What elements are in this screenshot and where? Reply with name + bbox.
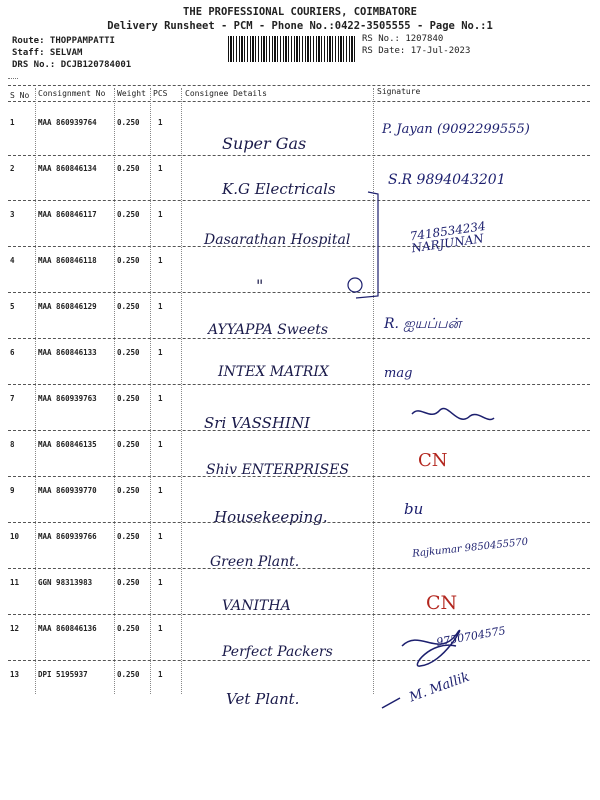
col-header-consignment: Consignment No (38, 89, 106, 98)
row-weight: 0.250 (117, 256, 140, 265)
row-sno: 10 (10, 532, 20, 541)
row-weight: 0.250 (117, 210, 140, 219)
drs-number: DRS No.: DCJB120784001 (12, 60, 132, 70)
row-sno: 13 (10, 670, 20, 679)
consignee-handwriting: Housekeeping. (214, 508, 328, 526)
row-sno: 1 (10, 118, 15, 127)
runsheet-title: Delivery Runsheet - PCM - Phone No.:0422-3505555 - Page No.:1 (107, 20, 493, 32)
row-pcs: 1 (158, 624, 163, 633)
row-weight: 0.250 (117, 348, 140, 357)
row-consignment: MAA 860939766 (38, 532, 97, 541)
consignee-handwriting: Super Gas (222, 134, 307, 153)
consignee-handwriting: " (256, 276, 264, 295)
signature-text: CN (418, 450, 448, 471)
row-consignment: MAA 860846135 (38, 440, 97, 449)
signature-text: S.R 9894043201 (388, 172, 506, 188)
signature-scribble (412, 408, 494, 419)
signature-arrow (382, 698, 400, 708)
row-sno: 8 (10, 440, 15, 449)
row-consignment: MAA 860846117 (38, 210, 97, 219)
row-weight: 0.250 (117, 670, 140, 679)
bracket-mark (356, 192, 378, 298)
row-sno: 11 (10, 578, 20, 587)
row-consignment: MAA 860939770 (38, 486, 97, 495)
col-header-signature: Signature (377, 87, 421, 96)
row-sno: 2 (10, 164, 15, 173)
row-consignment: MAA 860846136 (38, 624, 97, 633)
route-label: Route: THOPPAMPATTI (12, 36, 115, 46)
row-weight: 0.250 (117, 486, 140, 495)
row-weight: 0.250 (117, 532, 140, 541)
signature-text: 7418534234 NARJUNAN (408, 218, 487, 256)
row-weight: 0.250 (117, 302, 140, 311)
row-weight: 0.250 (117, 624, 140, 633)
consignee-handwriting: VANITHA (222, 598, 291, 614)
row-sno: 6 (10, 348, 15, 357)
row-weight: 0.250 (117, 394, 140, 403)
row-consignment: MAA 860939764 (38, 118, 97, 127)
row-weight: 0.250 (117, 440, 140, 449)
row-weight: 0.250 (117, 578, 140, 587)
row-consignment: MAA 860846118 (38, 256, 97, 265)
row-pcs: 1 (158, 164, 163, 173)
consignee-handwriting: K.G Electricals (222, 180, 336, 198)
col-header-pcs: PCS (153, 89, 168, 98)
row-sno: 12 (10, 624, 20, 633)
row-sno: 7 (10, 394, 15, 403)
row-pcs: 1 (158, 440, 163, 449)
row-pcs: 1 (158, 394, 163, 403)
staff-label: Staff: SELVAM (12, 48, 83, 58)
row-weight: 0.250 (117, 118, 140, 127)
signature-text: CN (426, 592, 458, 614)
signature-text: bu (404, 500, 424, 518)
row-pcs: 1 (158, 532, 163, 541)
consignee-handwriting: Vet Plant. (226, 690, 300, 708)
signature-text: M. Mallik (407, 669, 472, 706)
signature-text: Rajkumar 9850455570 (411, 536, 529, 560)
row-consignment: MAA 860846129 (38, 302, 97, 311)
row-sno: 5 (10, 302, 15, 311)
consignee-handwriting: Green Plant. (210, 554, 300, 570)
rs-number: RS No.: 1207840 (362, 34, 444, 44)
row-weight: 0.250 (117, 164, 140, 173)
rs-date: RS Date: 17-Jul-2023 (362, 46, 471, 56)
signature-text: P. Jayan (9092299555) (382, 122, 530, 137)
consignee-handwriting: Perfect Packers (222, 644, 333, 660)
row-sno: 9 (10, 486, 15, 495)
row-sno: 3 (10, 210, 15, 219)
consignee-handwriting: Dasarathan Hospital (204, 232, 351, 248)
col-header-consignee: Consignee Details (185, 89, 267, 98)
circle-mark (348, 278, 362, 292)
row-sno: 4 (10, 256, 15, 265)
signature-text: 9750704575 (435, 624, 507, 649)
consignee-handwriting: Shiv ENTERPRISES (206, 462, 349, 478)
row-pcs: 1 (158, 348, 163, 357)
row-pcs: 1 (158, 210, 163, 219)
consignee-handwriting: AYYAPPA Sweets (208, 322, 329, 338)
row-pcs: 1 (158, 118, 163, 127)
row-consignment: MAA 860846133 (38, 348, 97, 357)
row-consignment: DPI 5195937 (38, 670, 88, 679)
row-pcs: 1 (158, 670, 163, 679)
company-title: THE PROFESSIONAL COURIERS, COIMBATORE (183, 6, 417, 18)
row-pcs: 1 (158, 578, 163, 587)
col-header-sno: S No (10, 91, 30, 100)
row-consignment: GGN 98313983 (38, 578, 93, 587)
row-pcs: 1 (158, 302, 163, 311)
row-pcs: 1 (158, 486, 163, 495)
signature-text: mag (384, 366, 413, 381)
consignee-handwriting: INTEX MATRIX (218, 364, 329, 380)
row-consignment: MAA 860846134 (38, 164, 97, 173)
signature-text: R. ஐயப்பன் (384, 316, 462, 332)
consignee-handwriting: Sri VASSHINI (204, 414, 311, 432)
col-header-weight: Weight (117, 89, 146, 98)
row-pcs: 1 (158, 256, 163, 265)
row-consignment: MAA 860939763 (38, 394, 97, 403)
